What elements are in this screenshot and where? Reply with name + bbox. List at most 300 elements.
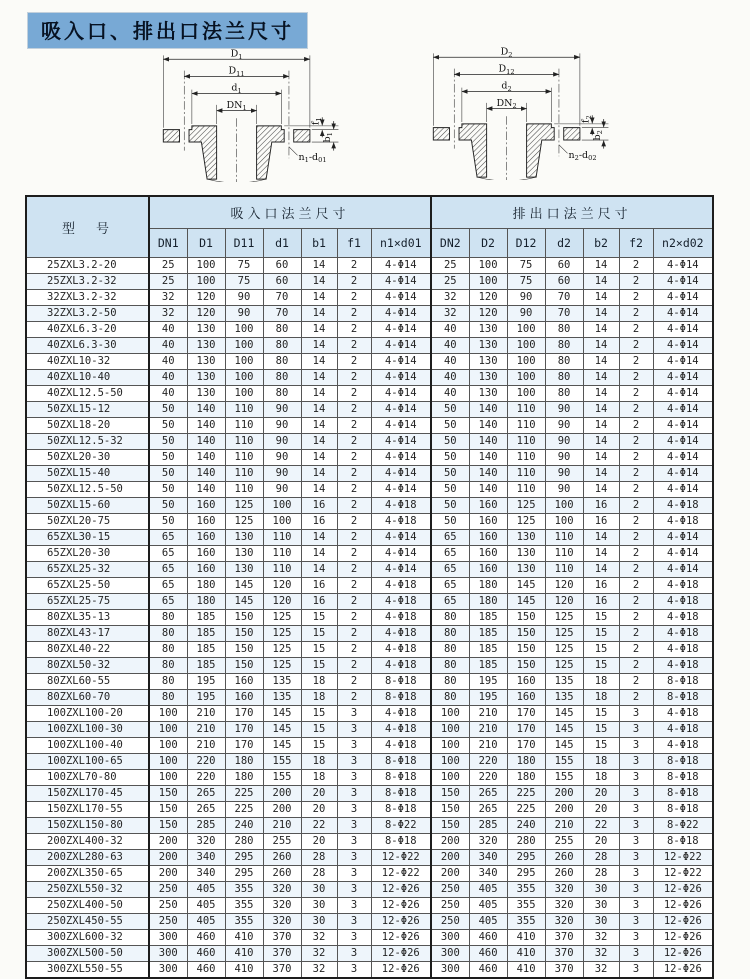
discharge-value-cell: 405 [469,882,507,898]
discharge-value-cell: 2 [619,450,653,466]
suction-value-cell: 90 [225,290,263,306]
suction-value-cell: 220 [187,754,225,770]
discharge-value-cell: 355 [507,914,545,930]
suction-value-cell: 4-Φ18 [371,594,431,610]
discharge-value-cell: 295 [507,866,545,882]
suction-value-cell: 100 [187,274,225,290]
dimension-labels [227,48,335,164]
discharge-value-cell: 12-Φ26 [653,946,713,962]
discharge-value-cell: 80 [545,354,583,370]
discharge-value-cell: 60 [545,258,583,274]
suction-value-cell: 160 [187,498,225,514]
suction-value-cell: 3 [337,770,371,786]
model-cell: 50ZXL18-20 [26,418,149,434]
suction-value-cell: 14 [301,386,337,402]
discharge-value-cell: 145 [545,706,583,722]
discharge-value-cell: 125 [545,658,583,674]
suction-value-cell: 130 [187,322,225,338]
column-header-dn2: DN2 [431,229,469,258]
table-row [26,882,713,898]
discharge-value-cell: 110 [507,402,545,418]
column-header-d1: D1 [187,229,225,258]
table-row [26,930,713,946]
suction-value-cell: 110 [225,482,263,498]
suction-value-cell: 16 [301,578,337,594]
discharge-value-cell: 4-Φ18 [653,658,713,674]
discharge-value-cell: 125 [507,498,545,514]
suction-value-cell: 130 [225,530,263,546]
discharge-value-cell: 140 [469,434,507,450]
suction-value-cell: 2 [337,290,371,306]
discharge-value-cell: 8-Φ18 [653,802,713,818]
discharge-value-cell: 200 [431,850,469,866]
suction-flange-drawing [146,44,351,182]
model-cell: 80ZXL60-55 [26,674,149,690]
discharge-value-cell: 80 [431,610,469,626]
suction-value-cell: 3 [337,866,371,882]
discharge-value-cell: 185 [469,610,507,626]
discharge-value-cell: 18 [583,690,619,706]
suction-value-cell: 160 [187,562,225,578]
discharge-value-cell: 15 [583,658,619,674]
discharge-value-cell: 65 [431,546,469,562]
suction-value-cell: 14 [301,450,337,466]
suction-value-cell: 90 [263,466,301,482]
discharge-value-cell: 90 [545,418,583,434]
suction-value-cell: 130 [225,562,263,578]
suction-value-cell: 2 [337,434,371,450]
discharge-value-cell: 210 [545,818,583,834]
dim-label-face-diameter: $d_1$ [231,82,242,96]
table-row [26,642,713,658]
discharge-value-cell: 16 [583,514,619,530]
discharge-value-cell: 285 [469,818,507,834]
discharge-value-cell: 4-Φ18 [653,642,713,658]
discharge-value-cell: 3 [619,946,653,962]
discharge-value-cell: 4-Φ18 [653,706,713,722]
discharge-value-cell: 140 [469,450,507,466]
model-cell: 200ZXL280-63 [26,850,149,866]
discharge-value-cell: 130 [507,546,545,562]
discharge-value-cell: 12-Φ26 [653,882,713,898]
discharge-value-cell: 8-Φ18 [653,754,713,770]
suction-value-cell: 140 [187,450,225,466]
suction-value-cell: 185 [187,642,225,658]
suction-value-cell: 15 [301,658,337,674]
suction-value-cell: 355 [225,882,263,898]
model-cell: 32ZXL3.2-50 [26,306,149,322]
suction-value-cell: 125 [225,498,263,514]
discharge-value-cell: 2 [619,610,653,626]
column-header-dn1: DN1 [149,229,187,258]
suction-value-cell: 12-Φ26 [371,962,431,979]
discharge-value-cell: 4-Φ14 [653,530,713,546]
discharge-value-cell: 3 [619,786,653,802]
suction-value-cell: 32 [301,930,337,946]
discharge-value-cell: 2 [619,674,653,690]
suction-value-cell: 260 [263,866,301,882]
discharge-value-cell: 15 [583,642,619,658]
column-header-b2: b2 [583,229,619,258]
suction-value-cell: 370 [263,946,301,962]
table-row [26,578,713,594]
suction-value-cell: 4-Φ14 [371,434,431,450]
table-row [26,818,713,834]
suction-value-cell: 180 [225,770,263,786]
table-row [26,850,713,866]
discharge-value-cell: 150 [507,642,545,658]
suction-value-cell: 260 [263,850,301,866]
discharge-value-cell: 4-Φ14 [653,434,713,450]
suction-value-cell: 14 [301,434,337,450]
table-row [26,290,713,306]
suction-value-cell: 18 [301,674,337,690]
suction-value-cell: 30 [301,914,337,930]
discharge-value-cell: 185 [469,626,507,642]
suction-value-cell: 2 [337,418,371,434]
discharge-value-cell: 2 [619,562,653,578]
discharge-value-cell: 410 [507,930,545,946]
model-cell: 150ZXL150-80 [26,818,149,834]
model-cell: 300ZXL600-32 [26,930,149,946]
suction-value-cell: 20 [301,834,337,850]
discharge-value-cell: 260 [545,866,583,882]
suction-value-cell: 3 [337,802,371,818]
suction-value-cell: 8-Φ18 [371,770,431,786]
discharge-value-cell: 14 [583,258,619,274]
table-row [26,498,713,514]
discharge-value-cell: 30 [583,882,619,898]
table-row [26,738,713,754]
discharge-value-cell: 14 [583,530,619,546]
discharge-value-cell: 110 [507,450,545,466]
discharge-value-cell: 4-Φ14 [653,386,713,402]
table-row [26,802,713,818]
suction-value-cell: 14 [301,466,337,482]
discharge-value-cell: 8-Φ18 [653,786,713,802]
suction-value-cell: 285 [187,818,225,834]
discharge-value-cell: 25 [431,258,469,274]
table-row [26,690,713,706]
suction-value-cell: 18 [301,770,337,786]
suction-value-cell: 22 [301,818,337,834]
discharge-value-cell: 80 [431,690,469,706]
discharge-value-cell: 460 [469,946,507,962]
suction-value-cell: 460 [187,946,225,962]
suction-value-cell: 2 [337,562,371,578]
discharge-value-cell: 4-Φ18 [653,498,713,514]
suction-value-cell: 300 [149,946,187,962]
discharge-value-cell: 12-Φ26 [653,962,713,979]
table-row [26,626,713,642]
suction-value-cell: 195 [187,690,225,706]
suction-value-cell: 130 [225,546,263,562]
discharge-value-cell: 12-Φ26 [653,898,713,914]
suction-value-cell: 210 [187,738,225,754]
suction-value-cell: 265 [187,802,225,818]
discharge-value-cell: 14 [583,290,619,306]
dim-label-bore-diameter: $DN_1$ [226,99,247,113]
discharge-value-cell: 150 [507,626,545,642]
discharge-value-cell: 50 [431,418,469,434]
suction-value-cell: 80 [149,690,187,706]
table-row [26,898,713,914]
suction-value-cell: 320 [187,834,225,850]
model-cell: 50ZXL15-12 [26,402,149,418]
discharge-value-cell: 14 [583,546,619,562]
discharge-value-cell: 210 [469,738,507,754]
discharge-value-cell: 160 [507,674,545,690]
discharge-value-cell: 265 [469,802,507,818]
discharge-value-cell: 125 [545,642,583,658]
column-header-d12: D12 [507,229,545,258]
discharge-value-cell: 80 [431,658,469,674]
suction-value-cell: 30 [301,882,337,898]
suction-value-cell: 3 [337,722,371,738]
discharge-value-cell: 195 [469,690,507,706]
suction-value-cell: 110 [225,418,263,434]
suction-value-cell: 8-Φ18 [371,674,431,690]
discharge-value-cell: 295 [507,850,545,866]
model-cell: 25ZXL3.2-32 [26,274,149,290]
discharge-value-cell: 8-Φ18 [653,770,713,786]
suction-value-cell: 2 [337,594,371,610]
discharge-value-cell: 4-Φ14 [653,306,713,322]
discharge-value-cell: 2 [619,354,653,370]
suction-value-cell: 2 [337,354,371,370]
discharge-value-cell: 180 [469,594,507,610]
suction-value-cell: 150 [225,642,263,658]
dimension-labels [497,46,605,162]
suction-value-cell: 150 [225,610,263,626]
model-cell: 40ZXL10-40 [26,370,149,386]
discharge-value-cell: 260 [545,850,583,866]
table-row [26,274,713,290]
suction-value-cell: 12-Φ22 [371,866,431,882]
suction-value-cell: 185 [187,610,225,626]
discharge-value-cell: 20 [583,786,619,802]
suction-value-cell: 80 [149,658,187,674]
discharge-value-cell: 80 [431,626,469,642]
dim-label-bolt-holes: $n_1-d_{01}$ [298,152,327,165]
suction-value-cell: 110 [263,546,301,562]
discharge-value-cell: 3 [619,850,653,866]
model-cell: 80ZXL50-32 [26,658,149,674]
discharge-value-cell: 15 [583,610,619,626]
suction-value-cell: 405 [187,898,225,914]
column-header-n2d02: n2×d02 [653,229,713,258]
suction-group-header: 吸入口法兰尺寸 [149,196,431,229]
suction-value-cell: 2 [337,466,371,482]
suction-value-cell: 2 [337,642,371,658]
discharge-value-cell: 125 [545,626,583,642]
suction-value-cell: 75 [225,274,263,290]
discharge-value-cell: 3 [619,754,653,770]
suction-value-cell: 210 [187,722,225,738]
discharge-value-cell: 90 [545,434,583,450]
dim-label-bolt-circle: $D_{12}$ [498,63,515,76]
discharge-value-cell: 4-Φ18 [653,626,713,642]
discharge-value-cell: 210 [469,706,507,722]
model-cell: 250ZXL400-50 [26,898,149,914]
suction-value-cell: 8-Φ18 [371,754,431,770]
suction-value-cell: 12-Φ26 [371,930,431,946]
discharge-value-cell: 32 [583,930,619,946]
suction-value-cell: 14 [301,258,337,274]
discharge-value-cell: 2 [619,658,653,674]
suction-value-cell: 255 [263,834,301,850]
discharge-value-cell: 2 [619,514,653,530]
suction-value-cell: 4-Φ14 [371,370,431,386]
suction-value-cell: 100 [187,258,225,274]
discharge-value-cell: 170 [507,738,545,754]
suction-value-cell: 4-Φ14 [371,258,431,274]
discharge-value-cell: 14 [583,402,619,418]
model-column-header: 型 号 [26,196,149,258]
suction-value-cell: 90 [263,450,301,466]
suction-value-cell: 145 [263,706,301,722]
discharge-value-cell: 16 [583,578,619,594]
discharge-value-cell: 3 [619,866,653,882]
suction-value-cell: 120 [187,306,225,322]
suction-value-cell: 170 [225,738,263,754]
discharge-value-cell: 320 [545,898,583,914]
suction-value-cell: 3 [337,962,371,979]
discharge-value-cell: 50 [431,482,469,498]
discharge-value-cell: 2 [619,466,653,482]
discharge-value-cell: 65 [431,594,469,610]
suction-value-cell: 14 [301,402,337,418]
discharge-value-cell: 150 [431,786,469,802]
suction-value-cell: 100 [149,754,187,770]
discharge-value-cell: 40 [431,386,469,402]
discharge-value-cell: 130 [469,370,507,386]
dim-label-face-diameter: $d_2$ [501,80,512,94]
discharge-value-cell: 2 [619,434,653,450]
suction-value-cell: 4-Φ18 [371,658,431,674]
suction-value-cell: 4-Φ14 [371,322,431,338]
discharge-value-cell: 160 [469,514,507,530]
column-header-f1: f1 [337,229,371,258]
discharge-value-cell: 14 [583,338,619,354]
suction-value-cell: 410 [225,962,263,979]
suction-value-cell: 28 [301,850,337,866]
suction-value-cell: 14 [301,418,337,434]
suction-value-cell: 100 [225,354,263,370]
suction-value-cell: 2 [337,258,371,274]
table-row [26,514,713,530]
suction-value-cell: 32 [301,946,337,962]
discharge-value-cell: 200 [545,802,583,818]
suction-value-cell: 195 [187,674,225,690]
discharge-value-cell: 2 [619,290,653,306]
discharge-value-cell: 15 [583,706,619,722]
discharge-value-cell: 4-Φ18 [653,514,713,530]
discharge-value-cell: 140 [469,466,507,482]
model-cell: 65ZXL25-50 [26,578,149,594]
model-cell: 200ZXL350-65 [26,866,149,882]
suction-value-cell: 80 [149,610,187,626]
discharge-value-cell: 100 [507,354,545,370]
discharge-value-cell: 14 [583,418,619,434]
discharge-value-cell: 100 [431,722,469,738]
model-cell: 250ZXL450-55 [26,914,149,930]
suction-value-cell: 15 [301,738,337,754]
suction-value-cell: 32 [149,306,187,322]
suction-value-cell: 15 [301,626,337,642]
discharge-value-cell: 80 [431,674,469,690]
suction-value-cell: 80 [263,386,301,402]
discharge-value-cell: 150 [507,658,545,674]
flange-dimension-table [25,195,714,979]
suction-value-cell: 3 [337,818,371,834]
suction-value-cell: 15 [301,642,337,658]
discharge-value-cell: 30 [583,898,619,914]
suction-value-cell: 12-Φ26 [371,898,431,914]
discharge-value-cell: 4-Φ14 [653,354,713,370]
dim-label-outer-diameter: $D_2$ [500,46,513,59]
suction-value-cell: 32 [149,290,187,306]
suction-value-cell: 18 [301,754,337,770]
discharge-value-cell: 145 [545,722,583,738]
discharge-value-cell: 110 [545,530,583,546]
discharge-value-cell: 4-Φ14 [653,402,713,418]
suction-value-cell: 2 [337,274,371,290]
discharge-value-cell: 120 [545,578,583,594]
suction-value-cell: 4-Φ14 [371,530,431,546]
discharge-value-cell: 155 [545,770,583,786]
suction-value-cell: 145 [225,594,263,610]
discharge-value-cell: 3 [619,834,653,850]
model-cell: 80ZXL35-13 [26,610,149,626]
suction-value-cell: 3 [337,898,371,914]
suction-value-cell: 14 [301,546,337,562]
discharge-value-cell: 8-Φ18 [653,834,713,850]
table-row [26,722,713,738]
column-header-n1d01: n1×d01 [371,229,431,258]
page-title: 吸入口、排出口法兰尺寸 [28,13,307,48]
table-row [26,786,713,802]
suction-value-cell: 14 [301,338,337,354]
discharge-value-cell: 32 [431,306,469,322]
discharge-value-cell: 80 [545,370,583,386]
suction-value-cell: 12-Φ22 [371,850,431,866]
suction-value-cell: 160 [187,530,225,546]
discharge-value-cell: 3 [619,962,653,979]
suction-value-cell: 150 [225,658,263,674]
suction-value-cell: 4-Φ18 [371,498,431,514]
discharge-value-cell: 18 [583,770,619,786]
suction-value-cell: 90 [263,418,301,434]
discharge-value-cell: 180 [469,578,507,594]
discharge-value-cell: 4-Φ14 [653,370,713,386]
suction-value-cell: 30 [301,898,337,914]
table-row [26,258,713,274]
table-row [26,466,713,482]
discharge-value-cell: 2 [619,418,653,434]
discharge-value-cell: 25 [431,274,469,290]
discharge-value-cell: 180 [507,770,545,786]
suction-value-cell: 130 [187,370,225,386]
suction-value-cell: 65 [149,546,187,562]
suction-value-cell: 4-Φ18 [371,706,431,722]
suction-value-cell: 50 [149,450,187,466]
suction-value-cell: 2 [337,402,371,418]
model-cell: 50ZXL12.5-50 [26,482,149,498]
discharge-value-cell: 460 [469,962,507,979]
suction-value-cell: 110 [263,530,301,546]
suction-value-cell: 14 [301,322,337,338]
